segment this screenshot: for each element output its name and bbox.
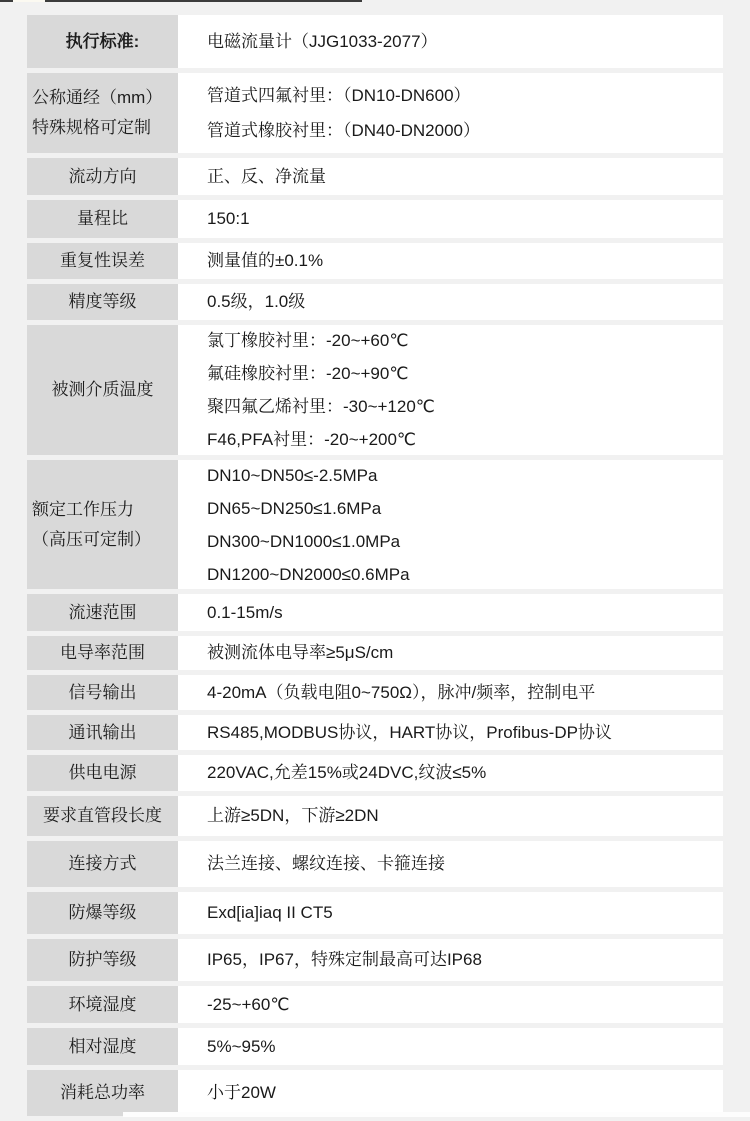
spec-label-text: 相对湿度 [68,1036,137,1056]
table-row-signal-output [27,675,723,710]
spec-value-text: 4-20mA（负载电阻0~750Ω），脉冲/频率，控制电平 [207,682,596,702]
spec-value-text: DN1200~DN2000≤0.6MPa [207,564,410,584]
spec-value [178,200,723,238]
spec-label [27,284,178,320]
spec-value-text: 法兰连接、螺纹连接、卡箍连接 [207,854,445,873]
spec-value [178,755,723,791]
spec-label-text: 公称通经（mm） [32,88,163,107]
spec-value-text: DN300~DN1000≤1.0MPa [207,531,401,551]
table-row-ambient-condition [27,986,723,1023]
spec-label-text: 连接方式 [68,854,137,873]
spec-value-text: 0.5级，1.0级 [207,292,306,311]
spec-label-text: 量程比 [77,209,128,228]
spec-label [27,636,178,670]
spec-value [178,796,723,836]
top-border-artifact-gap [13,0,45,2]
spec-value [178,986,723,1023]
spec-value-text: 150:1 [207,209,250,228]
table-row-flow-direction [27,158,723,195]
table-row-executive-standard [27,15,723,68]
spec-label-text: 执行标准: [65,31,140,51]
spec-label [27,1028,178,1065]
spec-label-text: 流速范围 [68,602,137,622]
table-row-straight-pipe-length [27,796,723,836]
spec-value-text: -25~+60℃ [207,994,290,1014]
spec-value [178,243,723,279]
spec-value-text: RS485,MODBUS协议，HART协议，Profibus-DP协议 [207,722,612,742]
table-row-power-supply [27,755,723,791]
spec-label [27,755,178,791]
spec-value-text: 0.1-15m/s [207,602,283,622]
spec-label-text: 精度等级 [68,292,137,311]
spec-value [178,15,723,68]
spec-value [178,594,723,631]
spec-label [27,939,178,981]
spec-value [178,939,723,981]
spec-label [27,200,178,238]
spec-value-text: 5%~95% [207,1036,276,1056]
spec-value [178,675,723,710]
spec-label-text: 防爆等级 [68,903,137,922]
spec-label-text: 电导率范围 [60,643,145,662]
spec-label-text: 流动方向 [68,166,137,186]
spec-value-text: 氟硅橡胶衬里：-20~+90℃ [207,364,409,383]
spec-value [178,284,723,320]
spec-label [27,715,178,750]
table-row-total-power-consumption [27,1070,723,1116]
spec-label [27,986,178,1023]
spec-value [178,892,723,934]
spec-label-text: 额定工作压力 [32,499,134,519]
spec-label-text: 通讯输出 [68,722,137,742]
spec-label-text: 重复性误差 [60,251,145,270]
spec-value-text: F46,PFA衬里：-20~+200℃ [207,430,417,449]
spec-value-text: Exd[ia]iaq II CT5 [207,903,333,922]
table-row-relative-humidity [27,1028,723,1065]
table-row-turndown-ratio [27,200,723,238]
spec-label [27,1070,178,1116]
spec-label-text: 特殊规格可定制 [32,118,151,137]
bottom-section-edge [123,1112,750,1117]
spec-label [27,460,178,589]
table-row-rated-working-pressure [27,460,723,589]
spec-value-text: 电磁流量计（JJG1033-2077） [207,31,438,51]
spec-label [27,841,178,887]
spec-value [178,460,723,589]
spec-value-text: 小于20W [207,1083,276,1102]
spec-value [178,636,723,670]
spec-label [27,675,178,710]
table-row-protection-grade [27,939,723,981]
spec-value [178,158,723,195]
spec-value-text: IP65，IP67，特殊定制最高可达IP68 [207,950,482,969]
spec-value-text: 上游≥5DN，下游≥2DN [207,806,379,825]
table-row-conductivity-range [27,636,723,670]
table-row-communication-output [27,715,723,750]
spec-value-text: 测量值的±0.1% [207,251,324,270]
spec-value [178,841,723,887]
table-row-velocity-range [27,594,723,631]
spec-value-text: 被测流体电导率≥5μS/cm [207,643,394,662]
spec-label-text: 供电电源 [68,763,137,782]
spec-value-text: 管道式四氟衬里：（DN10-DN600） [207,86,471,105]
spec-label-text: 要求直管段长度 [43,806,162,825]
table-row-medium-temperature [27,325,723,455]
spec-label [27,594,178,631]
spec-value-text: 正、反、净流量 [207,166,326,186]
spec-value-text: DN65~DN250≤1.6MPa [207,498,382,518]
top-border-artifact [0,0,362,2]
spec-value [178,1070,723,1116]
spec-value-text: 聚四氟乙烯衬里：-30~+120℃ [207,397,435,416]
spec-value [178,1028,723,1065]
spec-label [27,158,178,195]
spec-value [178,715,723,750]
spec-label [27,73,178,153]
spec-label-text: 环境湿度 [68,994,137,1014]
spec-label [27,243,178,279]
spec-label-text: 信号输出 [68,682,137,702]
spec-label [27,796,178,836]
spec-value [178,73,723,153]
spec-label [27,325,178,455]
table-row-nominal-diameter [27,73,723,153]
table-row-explosion-proof-grade [27,892,723,934]
spec-label [27,892,178,934]
spec-value-text: DN10~DN50≤-2.5MPa [207,465,378,485]
spec-value [178,325,723,455]
spec-label-text: 消耗总功率 [60,1083,145,1102]
spec-label-text: （高压可定制） [32,529,151,549]
table-row-accuracy-class [27,284,723,320]
spec-value-text: 氯丁橡胶衬里：-20~+60℃ [207,331,409,350]
spec-label-text: 防护等级 [68,950,137,969]
spec-value-text: 管道式橡胶衬里：（DN40-DN2000） [207,121,480,140]
spec-label [27,15,178,68]
spec-value-text: 220VAC,允差15%或24DVC,纹波≤5% [207,763,487,782]
spec-label-text: 被测介质温度 [51,380,154,399]
table-row-connection-type [27,841,723,887]
spec-table [27,15,723,1121]
table-row-repeatability-error [27,243,723,279]
